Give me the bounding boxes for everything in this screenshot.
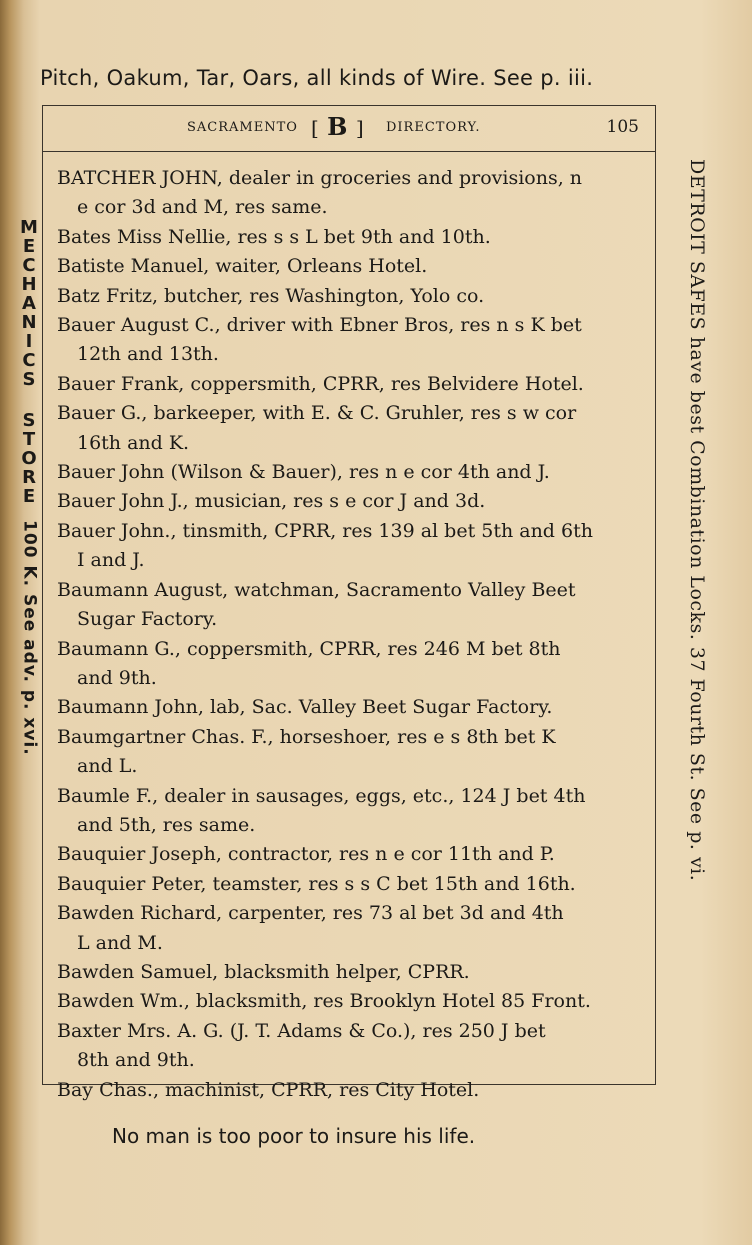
entry-text: Bawden Samuel, blacksmith helper, CPRR. xyxy=(57,960,470,983)
directory-entries xyxy=(57,164,649,1105)
left-advert-word-mechanics xyxy=(20,218,38,389)
directory-entry xyxy=(57,487,649,516)
header-city: SACRAMENTO xyxy=(187,120,298,135)
directory-entry xyxy=(57,370,649,399)
left-advert-letter: E xyxy=(22,236,36,257)
directory-entry xyxy=(57,223,649,252)
directory-entry xyxy=(57,576,649,635)
left-margin-advert xyxy=(14,218,44,756)
left-advert-word-store xyxy=(21,411,36,506)
directory-entry xyxy=(57,958,649,987)
entry-text: Bauer G., barkeeper, with E. & C. Gruhler, res s w cor xyxy=(57,402,577,425)
header-divider xyxy=(43,151,655,152)
entry-continuation: L and M. xyxy=(77,931,163,954)
bottom-advert: No man is too poor to insure his life. xyxy=(112,1124,476,1148)
entry-text: Bawden Richard, carpenter, res 73 al bet 3d and 4th xyxy=(57,902,564,925)
entry-continuation: Sugar Factory. xyxy=(77,608,218,631)
directory-entry xyxy=(57,311,649,370)
entry-text: Bates Miss Nellie, res s s L bet 9th and 10th. xyxy=(57,225,491,248)
entry-text: Bauquier Peter, teamster, res s s C bet 15th and 16th. xyxy=(57,872,576,895)
entry-text: Batiste Manuel, waiter, Orleans Hotel. xyxy=(57,255,428,278)
left-advert-letter: N xyxy=(21,312,37,333)
directory-entry xyxy=(57,723,649,782)
entry-text: Baumann August, watchman, Sacramento Valley Beet xyxy=(57,578,576,601)
directory-entry xyxy=(57,635,649,694)
entry-continuation: 12th and 13th. xyxy=(77,343,219,366)
directory-entry xyxy=(57,282,649,311)
left-advert-letter: I xyxy=(25,331,33,352)
entry-text: Baumgartner Chas. F., horseshoer, res e s 8th bet K xyxy=(57,725,556,748)
entry-continuation: 16th and K. xyxy=(77,431,190,454)
entry-continuation: and L. xyxy=(77,755,138,778)
left-advert-rest: 100 K. See adv. p. xvi. xyxy=(19,520,40,756)
entry-text: Bauer John J., musician, res s e cor J and 3d. xyxy=(57,490,486,513)
entry-continuation: and 5th, res same. xyxy=(77,813,256,836)
left-advert-letter: T xyxy=(22,429,36,450)
top-advert: Pitch, Oakum, Tar, Oars, all kinds of Wire. See p. iii. xyxy=(40,66,594,90)
directory-entry xyxy=(57,517,649,576)
directory-entry xyxy=(57,458,649,487)
left-advert-letter: O xyxy=(21,448,37,469)
header-section-letter: [ B ] xyxy=(311,112,364,141)
directory-entry xyxy=(57,399,649,458)
directory-entry xyxy=(57,840,649,869)
left-advert-letter: R xyxy=(22,467,36,488)
page-number: 105 xyxy=(606,117,639,137)
left-advert-letter: M xyxy=(20,217,38,238)
entry-continuation: 8th and 9th. xyxy=(77,1049,195,1072)
entry-text: Baumle F., dealer in sausages, eggs, etc., 124 J bet 4th xyxy=(57,784,586,807)
left-advert-letter: H xyxy=(21,274,37,295)
header-directory-label: DIRECTORY. xyxy=(386,120,481,135)
entry-text: Bauer Frank, coppersmith, CPRR, res Belvidere Hotel. xyxy=(57,372,584,395)
directory-entry xyxy=(57,1076,649,1105)
right-margin-advert-text: DETROIT SAFES have best Combination Locks. 37 Fourth St. See p. vi. xyxy=(686,159,708,882)
directory-page-frame xyxy=(42,105,656,1101)
entry-text: Baxter Mrs. A. G. (J. T. Adams & Co.), res 250 J bet xyxy=(57,1019,546,1042)
entry-text: Baumann John, lab, Sac. Valley Beet Sugar Factory. xyxy=(57,696,553,719)
entry-text: Batz Fritz, butcher, res Washington, Yolo co. xyxy=(57,284,485,307)
directory-entry xyxy=(57,252,649,281)
left-advert-letter: E xyxy=(22,486,36,507)
entry-continuation: and 9th. xyxy=(77,666,157,689)
entry-text: Bauer August C., driver with Ebner Bros, res n s K bet xyxy=(57,314,582,337)
directory-entry xyxy=(57,870,649,899)
left-advert-letter: C xyxy=(22,350,36,371)
directory-entry xyxy=(57,164,649,223)
entry-text: Bauer John., tinsmith, CPRR, res 139 al bet 5th and 6th xyxy=(57,519,593,542)
left-advert-letter: S xyxy=(22,369,36,390)
entry-text: BATCHER JOHN, dealer in groceries and provisions, n xyxy=(57,167,583,189)
directory-entry xyxy=(57,782,649,841)
right-margin-advert xyxy=(684,159,708,1079)
directory-entry xyxy=(57,693,649,722)
entry-continuation: e cor 3d and M, res same. xyxy=(77,196,328,219)
entry-text: Bawden Wm., blacksmith, res Brooklyn Hotel 85 Front. xyxy=(57,990,591,1013)
left-advert-letter: C xyxy=(22,255,36,276)
entry-text: Bauer John (Wilson & Bauer), res n e cor 4th and J. xyxy=(57,461,550,484)
directory-entry xyxy=(57,1017,649,1076)
left-advert-letter: S xyxy=(22,410,36,431)
directory-entry xyxy=(57,987,649,1016)
directory-entry xyxy=(57,899,649,958)
left-advert-letter: A xyxy=(22,293,36,314)
entry-continuation: I and J. xyxy=(77,549,145,572)
entry-text: Bauquier Joseph, contractor, res n e cor 11th and P. xyxy=(57,843,555,866)
entry-text: Baumann G., coppersmith, CPRR, res 246 M bet 8th xyxy=(57,637,561,660)
entry-text: Bay Chas., machinist, CPRR, res City Hotel. xyxy=(57,1078,480,1101)
